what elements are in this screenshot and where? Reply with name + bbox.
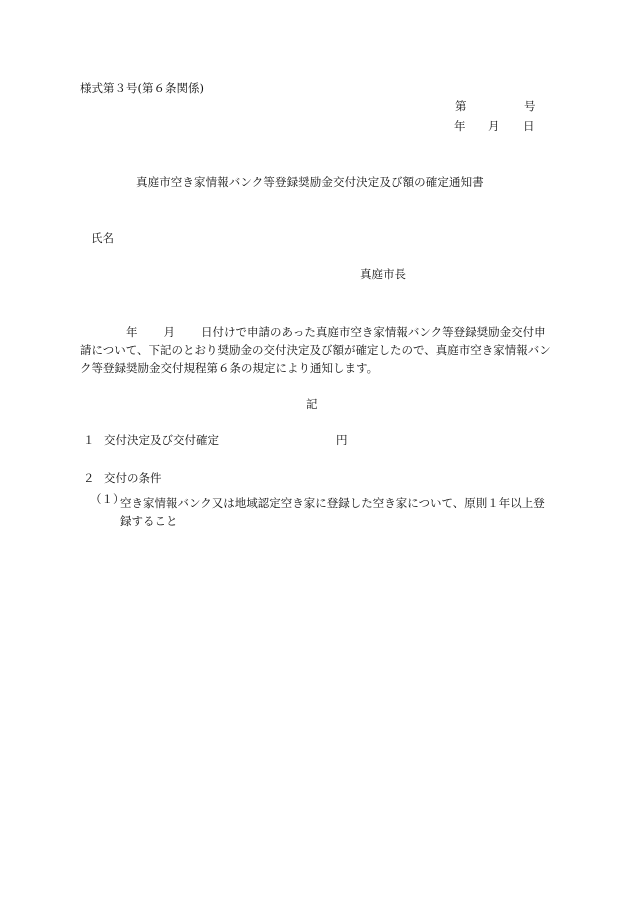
amount-unit: 円 [336,433,348,447]
document-title: 真庭市空き家情報バンク等登録奨励金交付決定及び額の確定通知書 [136,175,484,189]
condition-text: 空き家情報バンク又は地域認定空き家に登録した空き家について、原則１年以上登録すること [120,496,545,529]
document-number-prefix: 第 [455,99,467,113]
item-label: 交付の条件 [104,471,162,485]
recipient-name-label: 氏名 [91,231,114,245]
item-number: １ [83,433,95,447]
body-year-label: 年 [126,325,138,339]
document-number-suffix: 号 [524,99,536,113]
item-label: 交付決定及び交付確定 [104,433,219,447]
date-month-label: 月 [488,119,500,133]
issuer-name: 真庭市長 [360,267,406,281]
date-year-label: 年 [454,119,466,133]
condition-number: （１） [90,492,125,506]
form-number: 様式第３号(第６条関係) [80,81,204,95]
ki-heading: 記 [306,397,318,411]
date-day-label: 日 [523,119,535,133]
body-text: 日付けで申請のあった真庭市空き家情報バンク等登録奨励金交付申請について、下記のとおり奨励金の交付決定及び額が確定したので、真庭市空き家情報バンク等登録奨励金交付規程第６条の規定により通知します。 [80,325,551,376]
item-number: ２ [83,471,95,485]
body-paragraph [80,323,552,378]
body-month-label: 月 [163,325,175,339]
